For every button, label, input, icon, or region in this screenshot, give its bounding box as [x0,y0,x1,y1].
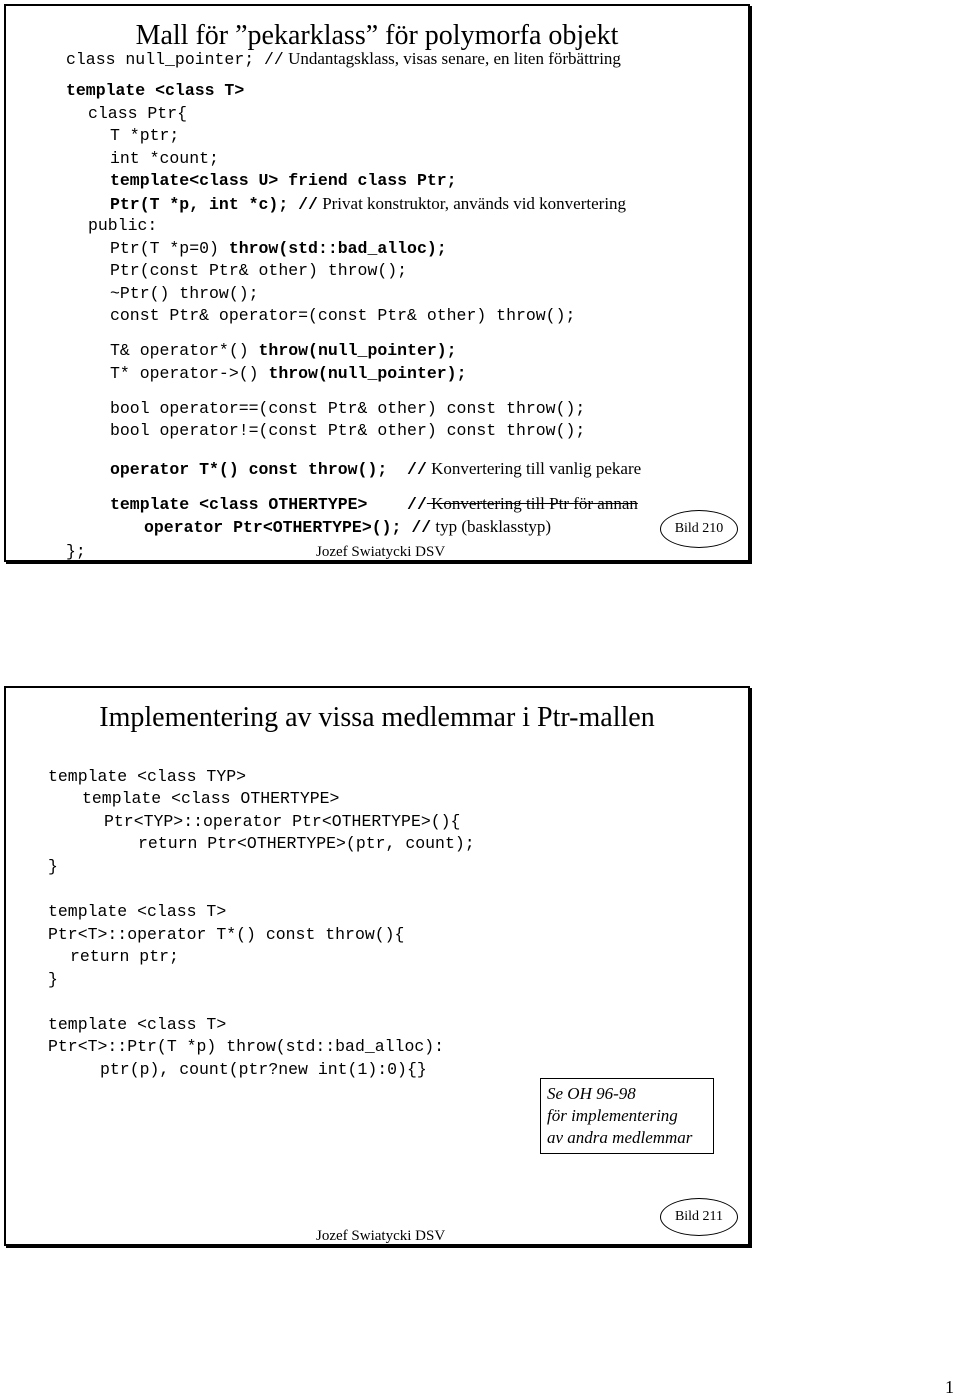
code-line: } [48,857,58,876]
code-line-tmpl-conv: template <class OTHERTYPE> // Konvertering till Ptr för annan [110,494,638,514]
slide-title: Mall för ”pekarklass” för polymorfa objekt [135,20,619,51]
code-line-eq-op: bool operator==(const Ptr& other) const throw(); [110,399,586,418]
code-line: return Ptr<OTHERTYPE>(ptr, count); [138,834,475,853]
code-line: Ptr<T>::operator T*() const throw(){ [48,925,405,944]
slide-number-badge: Bild 210 [660,510,738,548]
slide-footer: Jozef Swiatycki DSV [316,1228,446,1244]
code-line-member-count: int *count; [110,149,219,168]
note-line: för implementering [547,1106,678,1125]
slide-title: Implementering av vissa medlemmar i Ptr-mallen [99,702,655,733]
code-line-dtor: ~Ptr() throw(); [110,284,259,303]
implementation-note-box [540,1078,714,1154]
code-line-class-open: class Ptr{ [88,104,188,123]
code-line-class-close: }; [66,542,86,561]
code-line-tmpl-conv-2: operator Ptr<OTHERTYPE>(); // typ (basklasstyp) [144,517,552,537]
slide-210 [4,4,750,562]
page-number: 1 [945,1377,954,1397]
code-line-conv-op: operator T*() const throw(); // Konvertering till vanlig pekare [110,459,642,479]
code-line: template <class TYP> [48,767,247,786]
code-line: return ptr; [70,947,179,966]
code-line: template <class T> [48,1015,227,1034]
code-line: template <class OTHERTYPE> [82,789,340,808]
code-line-neq-op: bool operator!=(const Ptr& other) const throw(); [110,421,586,440]
code-line-assign-op: const Ptr& operator=(const Ptr& other) throw(); [110,306,576,325]
code-line-public: public: [88,216,158,235]
slide-211 [4,686,750,1246]
code-line-ctor-default: Ptr(T *p=0) throw(std::bad_alloc); [110,239,447,258]
code-line-member-ptr: T *ptr; [110,126,180,145]
code-line: Ptr<T>::Ptr(T *p) throw(std::bad_alloc): [48,1037,445,1056]
note-line: av andra medlemmar [547,1128,693,1147]
code-line: ptr(p), count(ptr?new int(1):0){} [100,1060,427,1079]
note-line: Se OH 96-98 [547,1084,636,1103]
code-line: Ptr<TYP>::operator Ptr<OTHERTYPE>(){ [104,812,461,831]
code-line: template <class T> [48,902,227,921]
code-line-friend: template<class U> friend class Ptr; [110,171,457,190]
slide-number-badge: Bild 211 [660,1198,738,1236]
code-line-null-pointer: class null_pointer; // Undantagsklass, visas senare, en liten förbättring [66,49,621,69]
code-line-ctor-copy: Ptr(const Ptr& other) throw(); [110,261,408,280]
code-line-arrow-op: T* operator->() throw(null_pointer); [110,364,467,383]
slide-footer: Jozef Swiatycki DSV [316,544,446,560]
code-line-template-head: template <class T> [66,81,245,100]
code-line-deref-op: T& operator*() throw(null_pointer); [110,341,457,360]
code-line: } [48,970,58,989]
code-line-private-ctor: Ptr(T *p, int *c); // Privat konstruktor, används vid konvertering [110,194,627,214]
